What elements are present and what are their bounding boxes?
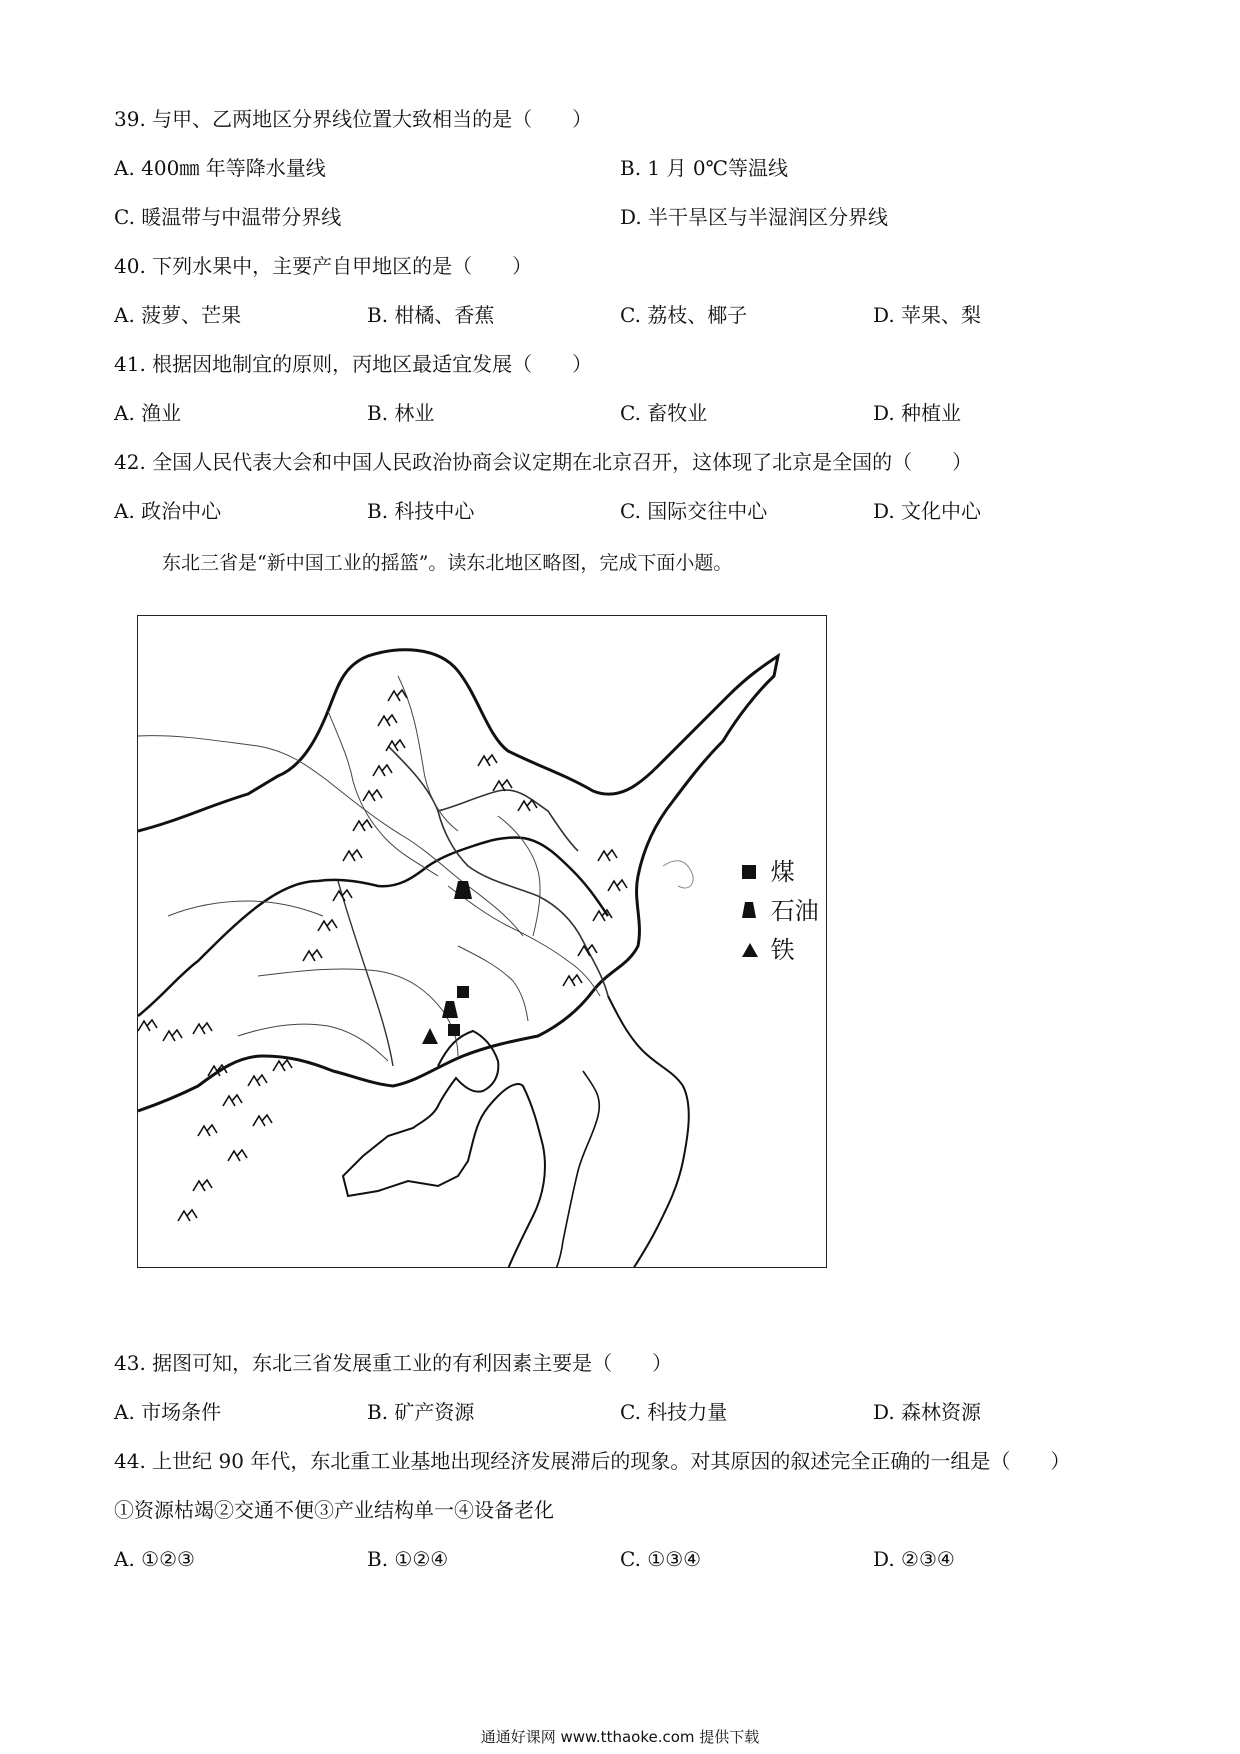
mountain-icon: [593, 910, 612, 921]
triangle-icon: [741, 935, 763, 965]
border-outline: [138, 650, 778, 1111]
q41-option-a: A. 渔业: [114, 401, 182, 425]
coal-symbol-1: [457, 986, 469, 998]
map-drawing: [138, 616, 827, 1268]
q43-option-c: C. 科技力量: [620, 1400, 728, 1424]
province-boundary-3: [338, 881, 393, 1066]
iron-legend-icon: [741, 942, 759, 958]
mountain-icon: [353, 820, 372, 831]
q44-option-a: A. ①②③: [114, 1547, 195, 1571]
legend-oil: [741, 896, 819, 926]
legend-iron-label: 铁: [770, 936, 795, 964]
mountain-icon: [138, 1020, 157, 1031]
coast-detail: [663, 861, 693, 888]
river-1: [138, 736, 523, 936]
q42-option-d: D. 文化中心: [873, 499, 982, 523]
oil-symbol-daqing: [454, 881, 472, 899]
mountain-icon: [178, 1210, 197, 1221]
mountain-icon: [598, 850, 617, 861]
q42-option-b: B. 科技中心: [367, 499, 475, 523]
page-footer: 通通好课网 www.tthaoke.com 提供下载: [480, 1728, 760, 1746]
question-44-stem: 44. 上世纪 90 年代，东北重工业基地出现经济发展滞后的现象。对其原因的叙述完全正确的一组是（ ）: [114, 1449, 1071, 1473]
mountain-icon: [193, 1180, 212, 1191]
legend-oil-label: 石油: [770, 897, 819, 925]
legend-coal-label: 煤: [770, 858, 795, 886]
q40-option-d: D. 苹果、梨: [873, 303, 982, 327]
coal-legend-icon: [741, 864, 757, 880]
mountain-icon: [386, 740, 405, 751]
q43-option-d: D. 森林资源: [873, 1400, 982, 1424]
mountain-icon: [578, 945, 597, 956]
q43-option-a: A. 市场条件: [114, 1400, 222, 1424]
q44-option-c: C. ①③④: [620, 1547, 702, 1571]
river-3: [448, 886, 600, 996]
mountain-icon: [608, 880, 627, 891]
oil-symbol-liaohe: [442, 1001, 458, 1018]
mountain-icon: [318, 920, 337, 931]
question-41-stem: 41. 根据因地制宜的原则，丙地区最适宜发展（ ）: [114, 352, 593, 376]
question-39-stem: 39. 与甲、乙两地区分界线位置大致相当的是（ ）: [114, 107, 593, 131]
mountain-icon: [478, 755, 497, 766]
q41-option-d: D. 种植业: [873, 401, 962, 425]
mountain-icon: [388, 690, 407, 701]
q41-option-b: B. 林业: [367, 401, 435, 425]
q41-option-c: C. 畜牧业: [620, 401, 708, 425]
river-9: [168, 901, 323, 916]
question-40-stem: 40. 下列水果中，主要产自甲地区的是（ ）: [114, 254, 533, 278]
northeast-china-map: [137, 615, 827, 1268]
mountain-icon: [223, 1095, 242, 1106]
province-boundary-2: [438, 790, 578, 851]
q39-option-a: A. 400㎜ 年等降水量线: [114, 156, 326, 180]
mountain-icon: [253, 1115, 272, 1126]
mountain-icon: [373, 765, 392, 776]
oil-legend-icon: [741, 901, 757, 919]
mountain-icon: [198, 1125, 217, 1136]
mountain-icon: [363, 790, 382, 801]
mountain-icon: [228, 1150, 247, 1161]
coal-symbol-2: [448, 1024, 460, 1036]
mountain-icon: [563, 975, 582, 986]
mountain-icon: [273, 1060, 292, 1071]
iron-symbol: [422, 1028, 438, 1044]
mountain-icon: [493, 780, 512, 791]
trapezoid-icon: [741, 896, 763, 926]
legend-coal: [741, 857, 795, 887]
map-intro: 东北三省是“新中国工业的摇篮”。读东北地区略图，完成下面小题。: [162, 552, 733, 574]
mountain-icon: [248, 1075, 267, 1086]
mountain-icon: [343, 850, 362, 861]
river-8: [458, 946, 528, 1021]
q39-option-b: B. 1 月 0℃等温线: [620, 156, 788, 180]
q44-option-b: B. ①②④: [367, 1547, 449, 1571]
legend-iron: [741, 935, 795, 965]
question-42-stem: 42. 全国人民代表大会和中国人民政治协商会议定期在北京召开，这体现了北京是全国的（ ）: [114, 450, 973, 474]
q42-option-c: C. 国际交往中心: [620, 499, 768, 523]
q39-option-c: C. 暖温带与中温带分界线: [114, 205, 342, 229]
q40-option-b: B. 柑橘、香蕉: [367, 303, 495, 327]
river-7: [498, 816, 540, 936]
q42-option-a: A. 政治中心: [114, 499, 222, 523]
mountain-icon: [333, 890, 352, 901]
mountain-icon: [193, 1023, 212, 1034]
question-44-statements: ①资源枯竭②交通不便③产业结构单一④设备老化: [114, 1498, 554, 1522]
mountain-icon: [303, 950, 322, 961]
square-icon: [741, 857, 763, 887]
korea-west: [556, 1071, 599, 1268]
korea-peninsula: [608, 996, 689, 1268]
coastline: [343, 1031, 545, 1268]
q40-option-a: A. 菠萝、芒果: [114, 303, 242, 327]
q40-option-c: C. 荔枝、椰子: [620, 303, 748, 327]
mountain-icon: [378, 715, 397, 726]
q43-option-b: B. 矿产资源: [367, 1400, 475, 1424]
q39-option-d: D. 半干旱区与半湿润区分界线: [620, 205, 889, 229]
mountain-icon: [163, 1030, 182, 1041]
q44-option-d: D. ②③④: [873, 1547, 955, 1571]
question-43-stem: 43. 据图可知，东北三省发展重工业的有利因素主要是（ ）: [114, 1351, 673, 1375]
